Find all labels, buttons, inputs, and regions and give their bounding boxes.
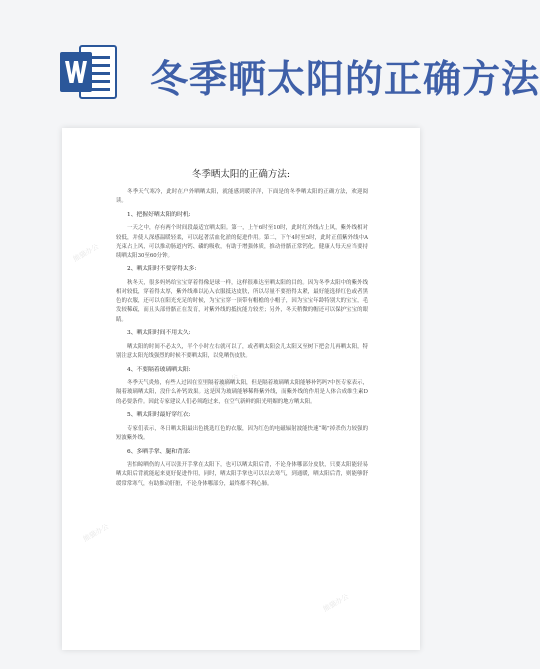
document-body xyxy=(116,188,368,493)
document-page xyxy=(62,128,420,650)
body-paragraph: 晒太阳的时间不必太久，半个小时左右就可以了，或者晒太阳会儿太阳又至树下把会儿再晒太阳，特别注意太阳光线强烈的时候不要晒太阳，以免晒伤皮肤。 xyxy=(116,343,368,359)
watermark: 熊猫办公 xyxy=(321,592,351,614)
word-document-icon xyxy=(60,44,118,100)
body-paragraph: 一天之中，存有两个时间段最适宜晒太阳。第一，上午6时至10时，此时红外线占上风，紫外线相对较低，并使人深感温暖轻柔，可以起著活血化淤的促进作用。第二，下午4时至5时，此时正值紫外线中A光束占上风，可以推动肠道内钙、磷的吸收，有助于增强体质，推动骨骼正常钙化。健康人每天应当要持续晒太阳30至60分钟。 xyxy=(116,225,368,259)
watermark: 熊猫办公 xyxy=(81,522,111,544)
section-heading: 2、晒太阳时不要穿得太多: xyxy=(127,266,197,273)
body-paragraph: 专家们表示，冬日晒太阳最出色挑选红色的衣服，因为红色的电磁辐射波能快速“喝”掉杀伤力较强的短波紫外线。 xyxy=(116,425,368,441)
banner-title: 冬季晒太阳的正确方法 xyxy=(150,56,540,101)
section-heading: 5、晒太阳时最好穿红衣: xyxy=(127,412,191,419)
body-paragraph: 冬季天气寒冷，此时在户外晒晒太阳，就能感到暖洋洋，下面是的冬季晒太阳的正确方法，欢迎阅读。 xyxy=(116,189,368,205)
watermark: 熊猫办公 xyxy=(71,242,101,264)
body-paragraph: 秋冬天，很多妈妈给宝宝穿着得像是球一样，这样很难达至晒太阳的目的。因为冬季太阳中的紫外线相对较低，穿着得太厚，紫外线难以沁入衣服抵达皮肤，所以尽量不要捂得太紧，最好能选择红色或者黑色的衣服，还可以在阳光充足的时候，为宝宝穿一顶带有帽檐的小帽子，因为宝宝年龄特别大的宝宝，毛发较稀疏，而且头部骨骼正在发育，对紫外线的抵抗能力较差；另外，冬天稍微的帽还可以保护宝宝的眼睛。 xyxy=(116,280,368,323)
section-heading: 1、把握好晒太阳的时机: xyxy=(127,211,191,218)
section-heading: 4、不要隔着玻璃晒太阳: xyxy=(127,366,191,373)
section-heading: 3、晒太阳时间不用太久: xyxy=(127,330,191,337)
watermark: 熊猫办公 xyxy=(211,372,241,394)
document-title: 冬季晒太阳的正确方法: xyxy=(191,169,291,180)
section-heading: 6、多晒手掌、腿和背部: xyxy=(127,448,191,455)
header-banner xyxy=(0,0,540,118)
body-paragraph: 冬季天气炎热，有些人过因在室里隔着玻璃晒太阳，但是隔着玻璃晒太阳能够补钙吗?中医专家表示，隔着玻璃晒太阳，没什么补钙效果。这是因为玻璃能够稀释紫外线，而紫外线的作用是人体合成维生素D的必要条件。因此专家建议人们必须跑过来，在空气新鲜的阳光明媚的地方晒太阳。 xyxy=(116,380,368,405)
body-paragraph: 害怕晾晒伤的人可以张开手掌在太阳下，也可以晒太阳后背，不论身体哪部分皮肤，只要太阳能轻易晒太阳后背就能起来更好促进作用，同时，晒太阳手掌也可以以去寒气，到通暖，晒太阳后背，则能够舒缓常常寒气，有助推动肝脏，不论身体哪部分，最终都不利心肺。 xyxy=(116,462,368,487)
